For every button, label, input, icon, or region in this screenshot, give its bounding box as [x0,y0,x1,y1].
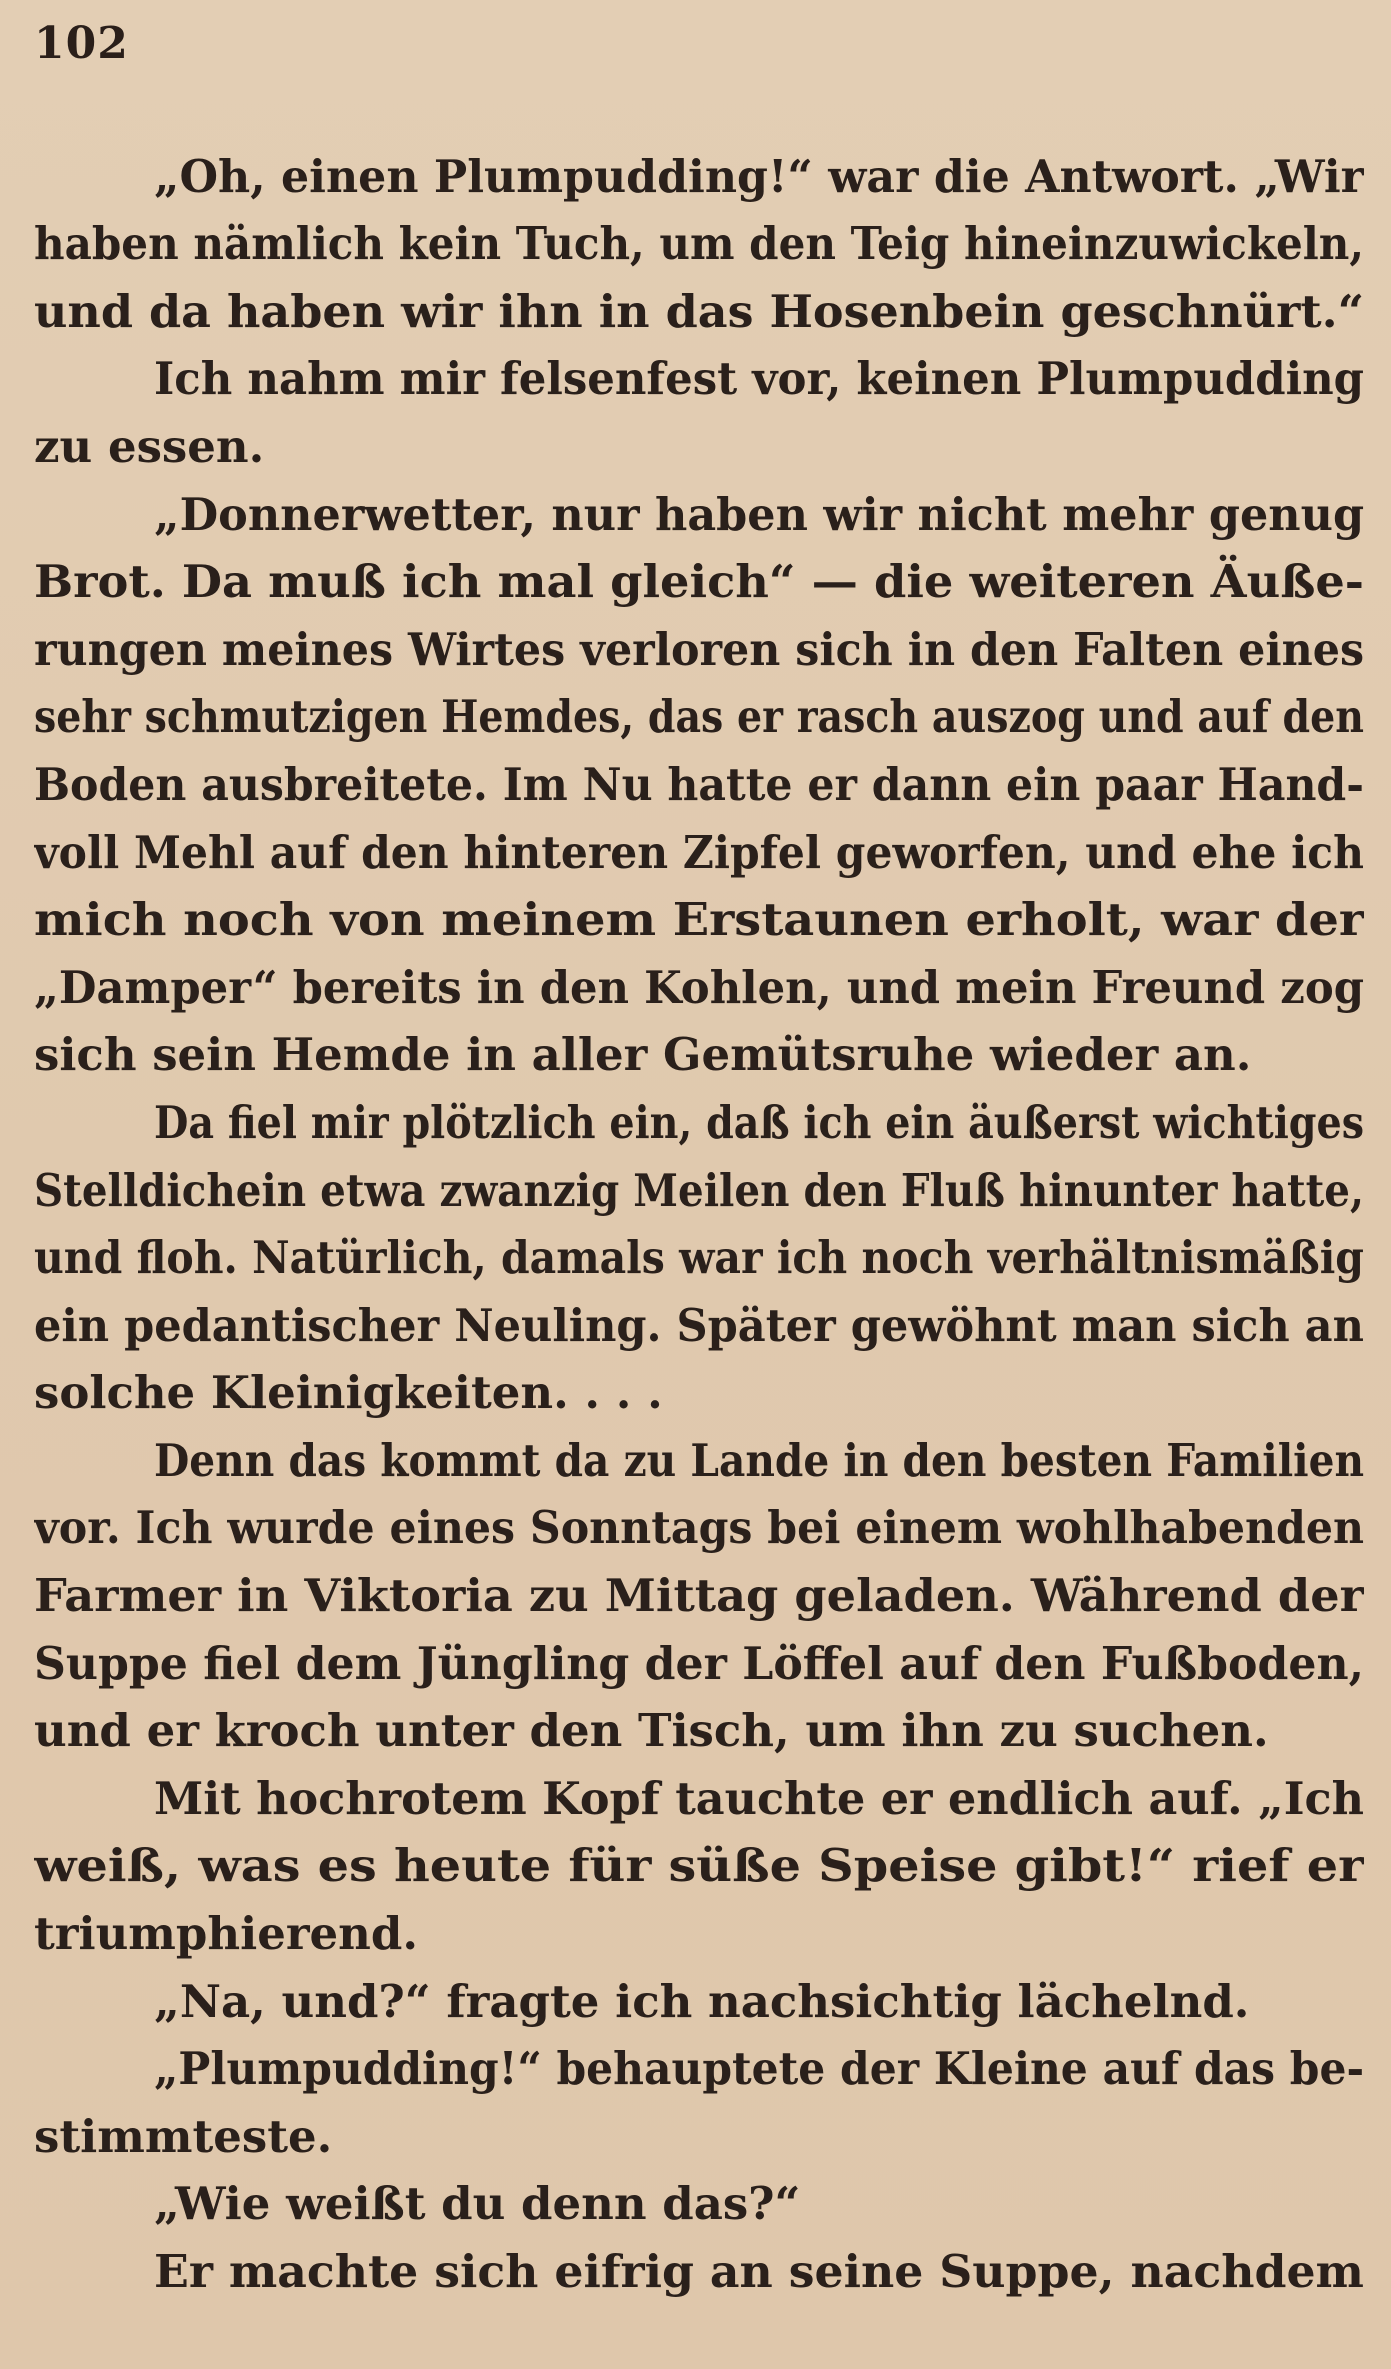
text-line: „Oh, einen Plumpudding!“ war die Antwort. „Wir [154,149,1364,203]
text-line: voll Mehl auf den hinteren Zipfel geworfen, und ehe ich [34,825,1364,879]
text-line: „Donnerwetter, nur haben wir nicht mehr genug [154,487,1364,541]
text-line: Mit hochrotem Kopf tauchte er endlich auf. „Ich [154,1771,1364,1825]
text-line: Farmer in Viktoria zu Mittag geladen. Während der [34,1569,1364,1623]
page-number: 102 [34,18,129,69]
text-line: Ich nahm mir felsenfest vor, keinen Plumpudding [154,352,1364,406]
text-line: „Wie weißt du denn das?“ [154,2177,801,2231]
text-line: „Na, und?“ fragte ich nachsichtig lächelnd. [154,1974,1250,2028]
text-line: und floh. Natürlich, damals war ich noch verhältnismäßig [34,1231,1364,1285]
text-line: stimmteste. [34,2109,333,2163]
text-line: weiß, was es heute für süße Speise gibt!“ rief er [34,1839,1364,1893]
text-line: sich sein Hemde in aller Gemütsruhe wieder an. [34,1028,1252,1082]
text-line: solche Kleinigkeiten. . . . [34,1366,663,1420]
text-line: mich noch von meinem Erstaunen erholt, war der [34,893,1364,947]
text-line: zu essen. [34,419,265,473]
text-line: triumphierend. [34,1907,419,1961]
text-line: ein pedantischer Neuling. Später gewöhnt man sich an [34,1298,1364,1352]
text-line: Denn das kommt da zu Lande in den besten Familien [154,1433,1364,1487]
text-line: haben nämlich kein Tuch, um den Teig hineinzuwickeln, [34,217,1364,271]
text-line: „Damper“ bereits in den Kohlen, und mein Freund zog [34,960,1364,1014]
text-line: Suppe fiel dem Jüngling der Löffel auf den Fußboden, [34,1636,1364,1690]
text-line: „Plumpudding!“ behauptete der Kleine auf das be- [154,2042,1364,2096]
text-line: Boden ausbreitete. Im Nu hatte er dann ein paar Hand- [34,757,1364,811]
text-line: Da fiel mir plötzlich ein, daß ich ein äußerst wichtiges [154,1095,1364,1149]
text-line: Stelldichein etwa zwanzig Meilen den Fluß hinunter hatte, [34,1163,1364,1217]
text-line: vor. Ich wurde eines Sonntags bei einem wohlhabenden [34,1501,1364,1555]
body-text [34,141,1364,2304]
text-line: Er machte sich eifrig an seine Suppe, nachdem [154,2245,1364,2298]
text-line: rungen meines Wirtes verloren sich in den Falten eines [34,622,1364,676]
text-line: und da haben wir ihn in das Hosenbein geschnürt.“ [34,284,1364,338]
text-line: sehr schmutzigen Hemdes, das er rasch auszog und auf den [34,690,1364,744]
text-line: und er kroch unter den Tisch, um ihn zu suchen. [34,1704,1269,1758]
text-line: Brot. Da muß ich mal gleich“ — die weiteren Äuße- [34,555,1364,609]
